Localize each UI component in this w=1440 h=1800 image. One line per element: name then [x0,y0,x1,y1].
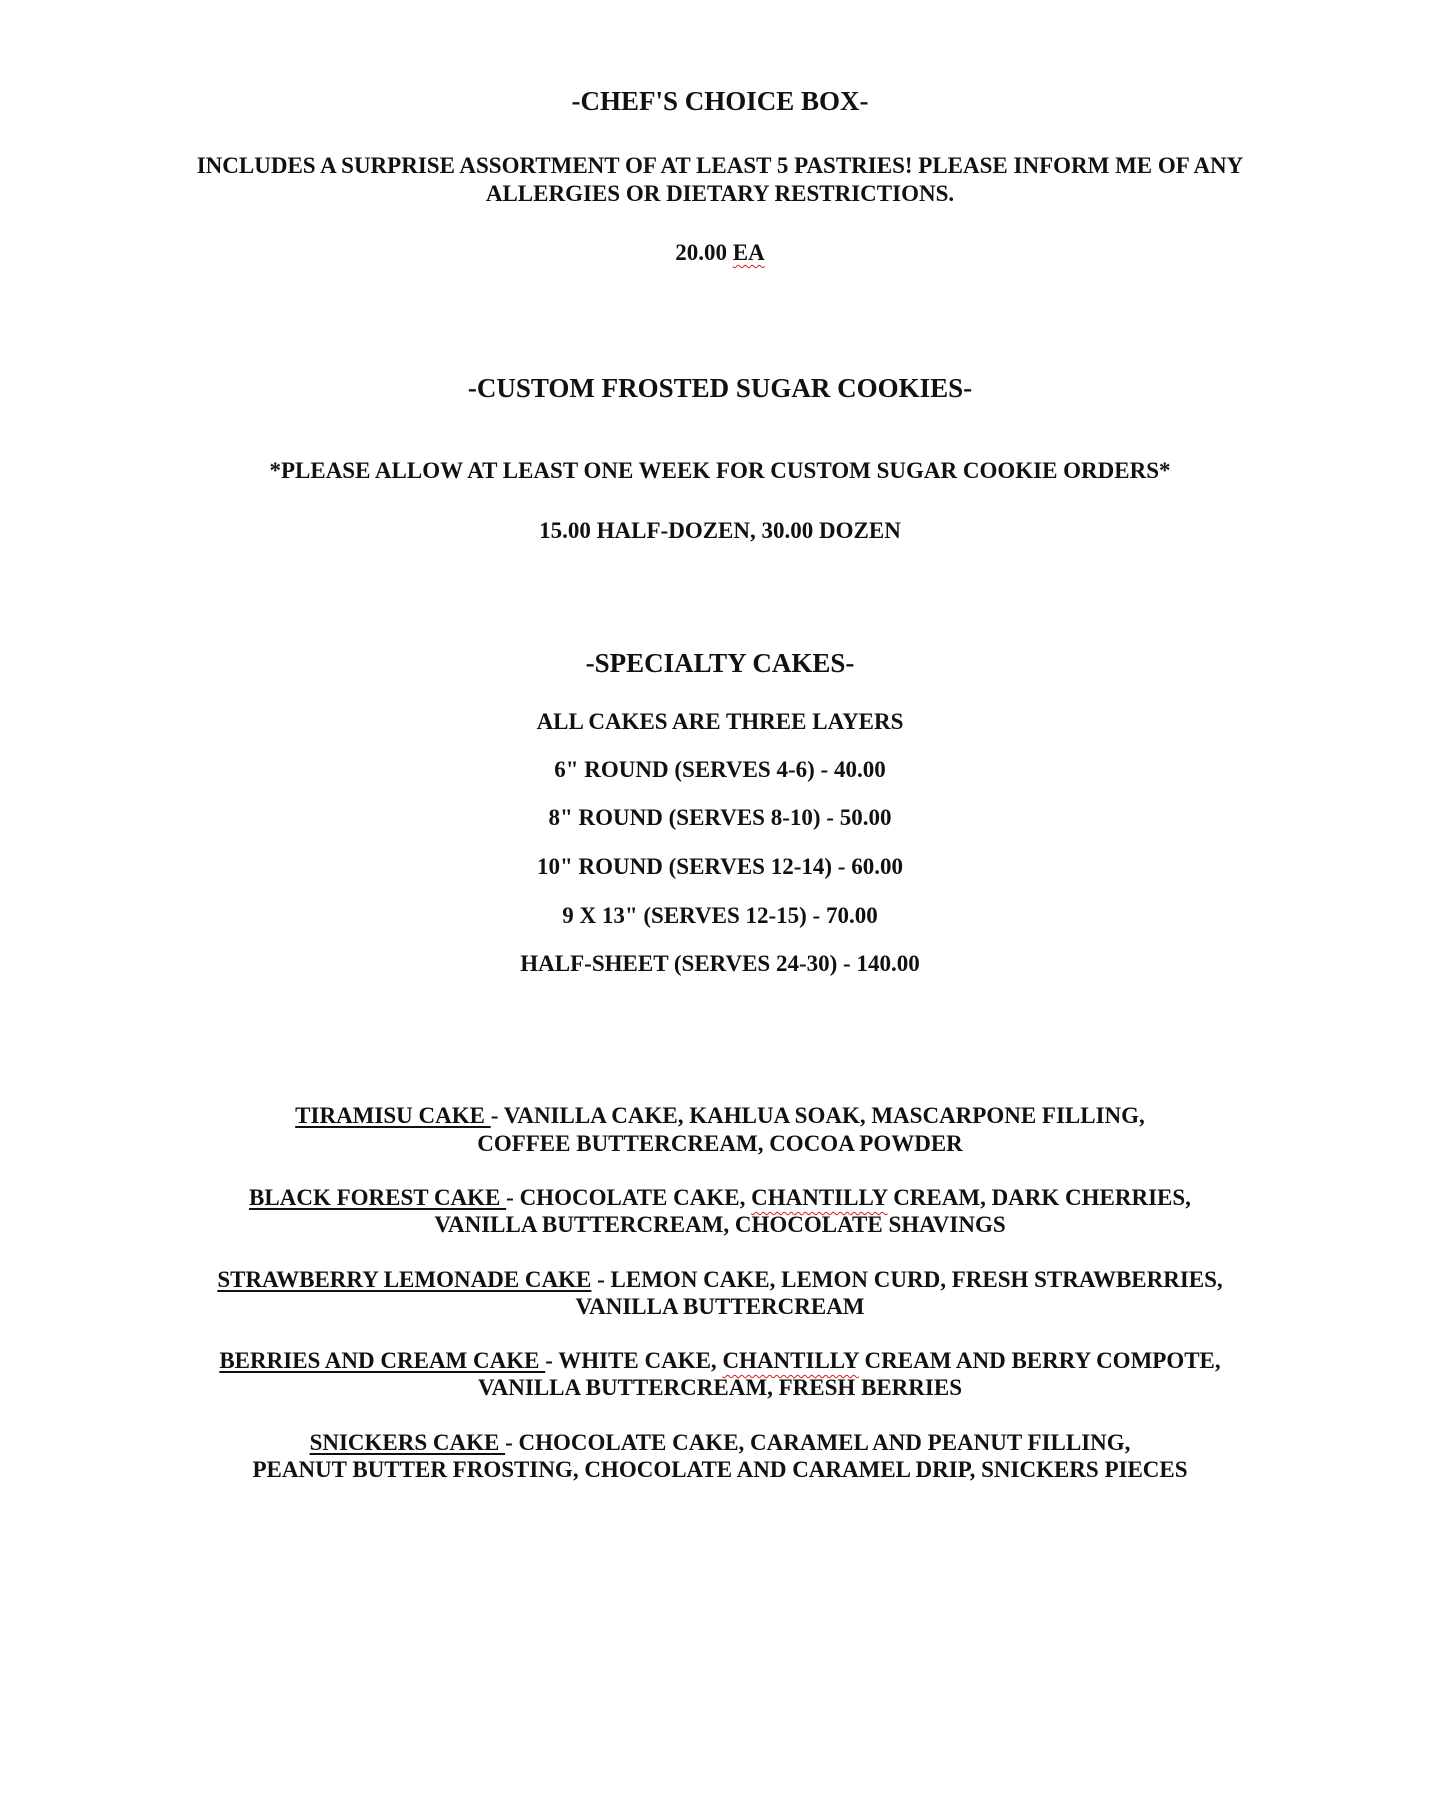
black-forest-cake-name: BLACK FOREST CAKE [249,1185,507,1210]
cake-size-10-round: 10" ROUND (SERVES 12-14) - 60.00 [537,854,903,879]
berries-cream-cake-desc-post: CREAM AND BERRY COMPOTE, [858,1348,1221,1373]
specialty-cakes-title: -SPECIALTY CAKES- [585,648,855,678]
berries-cream-cake-line2: VANILLA BUTTERCREAM, FRESH BERRIES [478,1375,962,1400]
strawberry-lemonade-cake-desc1: - LEMON CAKE, LEMON CURD, FRESH STRAWBERRIES, [591,1267,1223,1292]
tiramisu-cake-name: TIRAMISU CAKE [295,1103,491,1128]
chefs-choice-title: -CHEF'S CHOICE BOX- [571,86,869,116]
snickers-cake-line1 [0,1430,1440,1456]
cake-size-8-round: 8" ROUND (SERVES 8-10) - 50.00 [548,805,892,830]
cake-size-6-round: 6" ROUND (SERVES 4-6) - 40.00 [554,757,886,782]
black-forest-cake-line2: VANILLA BUTTERCREAM, CHOCOLATE SHAVINGS [434,1212,1006,1237]
black-forest-cake-line1 [0,1185,1440,1211]
berries-cream-cake-name: BERRIES AND CREAM CAKE [219,1348,546,1373]
strawberry-lemonade-cake-line2: VANILLA BUTTERCREAM [575,1294,865,1319]
chefs-choice-description-line1: INCLUDES A SURPRISE ASSORTMENT OF AT LEAST 5 PASTRIES! PLEASE INFORM ME OF ANY [196,153,1244,178]
cake-size-9x13: 9 X 13" (SERVES 12-15) - 70.00 [562,903,878,928]
chefs-choice-price [0,240,1440,266]
tiramisu-cake-line1 [0,1103,1440,1129]
snickers-cake-line2: PEANUT BUTTER FROSTING, CHOCOLATE AND CARAMEL DRIP, SNICKERS PIECES [252,1457,1188,1482]
cake-size-half-sheet: HALF-SHEET (SERVES 24-30) - 140.00 [520,951,920,976]
strawberry-lemonade-cake-name: STRAWBERRY LEMONADE CAKE [217,1267,592,1292]
chefs-choice-description-line2: ALLERGIES OR DIETARY RESTRICTIONS. [485,181,955,206]
black-forest-cake-desc-post: CREAM, DARK CHERRIES, [887,1185,1191,1210]
berries-cream-cake-line1 [0,1348,1440,1374]
sugar-cookies-price: 15.00 HALF-DOZEN, 30.00 DOZEN [539,518,901,543]
cake-layers-note: ALL CAKES ARE THREE LAYERS [536,709,904,734]
tiramisu-cake-line2: COFFEE BUTTERCREAM, COCOA POWDER [477,1131,963,1156]
strawberry-lemonade-cake-line1 [0,1267,1440,1293]
berries-cream-cake-chantilly: CHANTILLY [722,1348,859,1373]
sugar-cookies-title: -CUSTOM FROSTED SUGAR COOKIES- [467,373,973,403]
snickers-cake-desc1: - CHOCOLATE CAKE, CARAMEL AND PEANUT FILLING, [505,1430,1131,1455]
berries-cream-cake-desc-pre: - WHITE CAKE, [545,1348,723,1373]
sugar-cookies-notice: *PLEASE ALLOW AT LEAST ONE WEEK FOR CUSTOM SUGAR COOKIE ORDERS* [269,458,1171,483]
chefs-choice-price-unit: EA [732,240,765,265]
tiramisu-cake-desc1: - VANILLA CAKE, KAHLUA SOAK, MASCARPONE FILLING, [490,1103,1145,1128]
chefs-choice-price-amount: 20.00 [675,240,728,265]
snickers-cake-name: SNICKERS CAKE [309,1430,506,1455]
black-forest-cake-chantilly: CHANTILLY [751,1185,888,1210]
black-forest-cake-desc-pre: - CHOCOLATE CAKE, [506,1185,752,1210]
